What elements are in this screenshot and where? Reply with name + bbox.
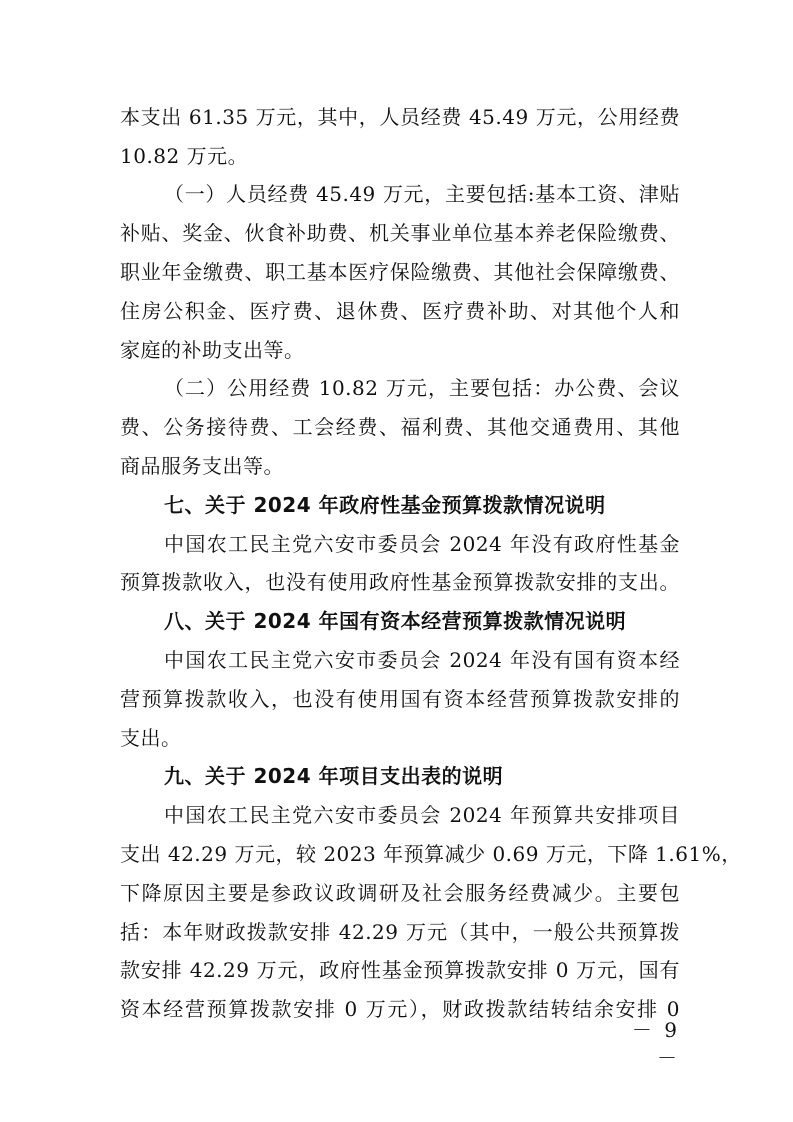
body-text-line: 营预算拨款收入，也没有使用国有资本经营预算拨款安排的	[120, 687, 680, 711]
body-text-line: 职业年金缴费、职工基本医疗保险缴费、其他社会保障缴费、	[120, 260, 680, 284]
body-text-line: 补贴、奖金、伙食补助费、机关事业单位基本养老保险缴费、	[120, 221, 680, 245]
body-text-line: 下降原因主要是参政议政调研及社会服务经费减少。主要包	[120, 881, 680, 905]
body-text-line: 支出。	[120, 726, 182, 750]
section-heading-7: 七、关于 2024 年政府性基金预算拨款情况说明	[164, 493, 606, 517]
paragraph-personnel-expenses: （一）人员经费 45.49 万元，主要包括:基本工资、津贴	[164, 182, 680, 206]
body-text-line: 预算拨款收入，也没有使用政府性基金预算拨款安排的支出。	[120, 570, 680, 594]
body-text-line: 费、公务接待费、工会经费、福利费、其他交通费用、其他	[120, 415, 680, 439]
body-text-line: 款安排 42.29 万元，政府性基金预算拨款安排 0 万元，国有	[120, 958, 680, 982]
body-text-line: 家庭的补助支出等。	[120, 338, 305, 362]
body-text-line: 中国农工民主党六安市委员会 2024 年预算共安排项目	[164, 803, 680, 827]
body-text-line: 中国农工民主党六安市委员会 2024 年没有国有资本经	[164, 648, 680, 672]
paragraph-public-expenses: （二）公用经费 10.82 万元，主要包括：办公费、会议	[164, 376, 680, 400]
body-text-line: 中国农工民主党六安市委员会 2024 年没有政府性基金	[164, 532, 680, 556]
section-heading-8: 八、关于 2024 年国有资本经营预算拨款情况说明	[164, 609, 627, 633]
body-text-line: 资本经营预算拨款安排 0 万元），财政拨款结转结余安排 0	[120, 997, 680, 1021]
body-text-line: 10.82 万元。	[120, 144, 249, 168]
body-text-line: 本支出 61.35 万元，其中，人员经费 45.49 万元，公用经费	[120, 105, 680, 129]
page-number: － 9 －	[631, 1018, 680, 1070]
body-text-line: 住房公积金、医疗费、退休费、医疗费补助、对其他个人和	[120, 299, 680, 323]
body-text-line: 支出 42.29 万元，较 2023 年预算减少 0.69 万元，下降 1.61%，	[120, 842, 742, 866]
body-text-line: 括：本年财政拨款安排 42.29 万元（其中，一般公共预算拨	[120, 920, 680, 944]
body-text-line: 商品服务支出等。	[120, 454, 284, 478]
section-heading-9: 九、关于 2024 年项目支出表的说明	[164, 764, 504, 788]
